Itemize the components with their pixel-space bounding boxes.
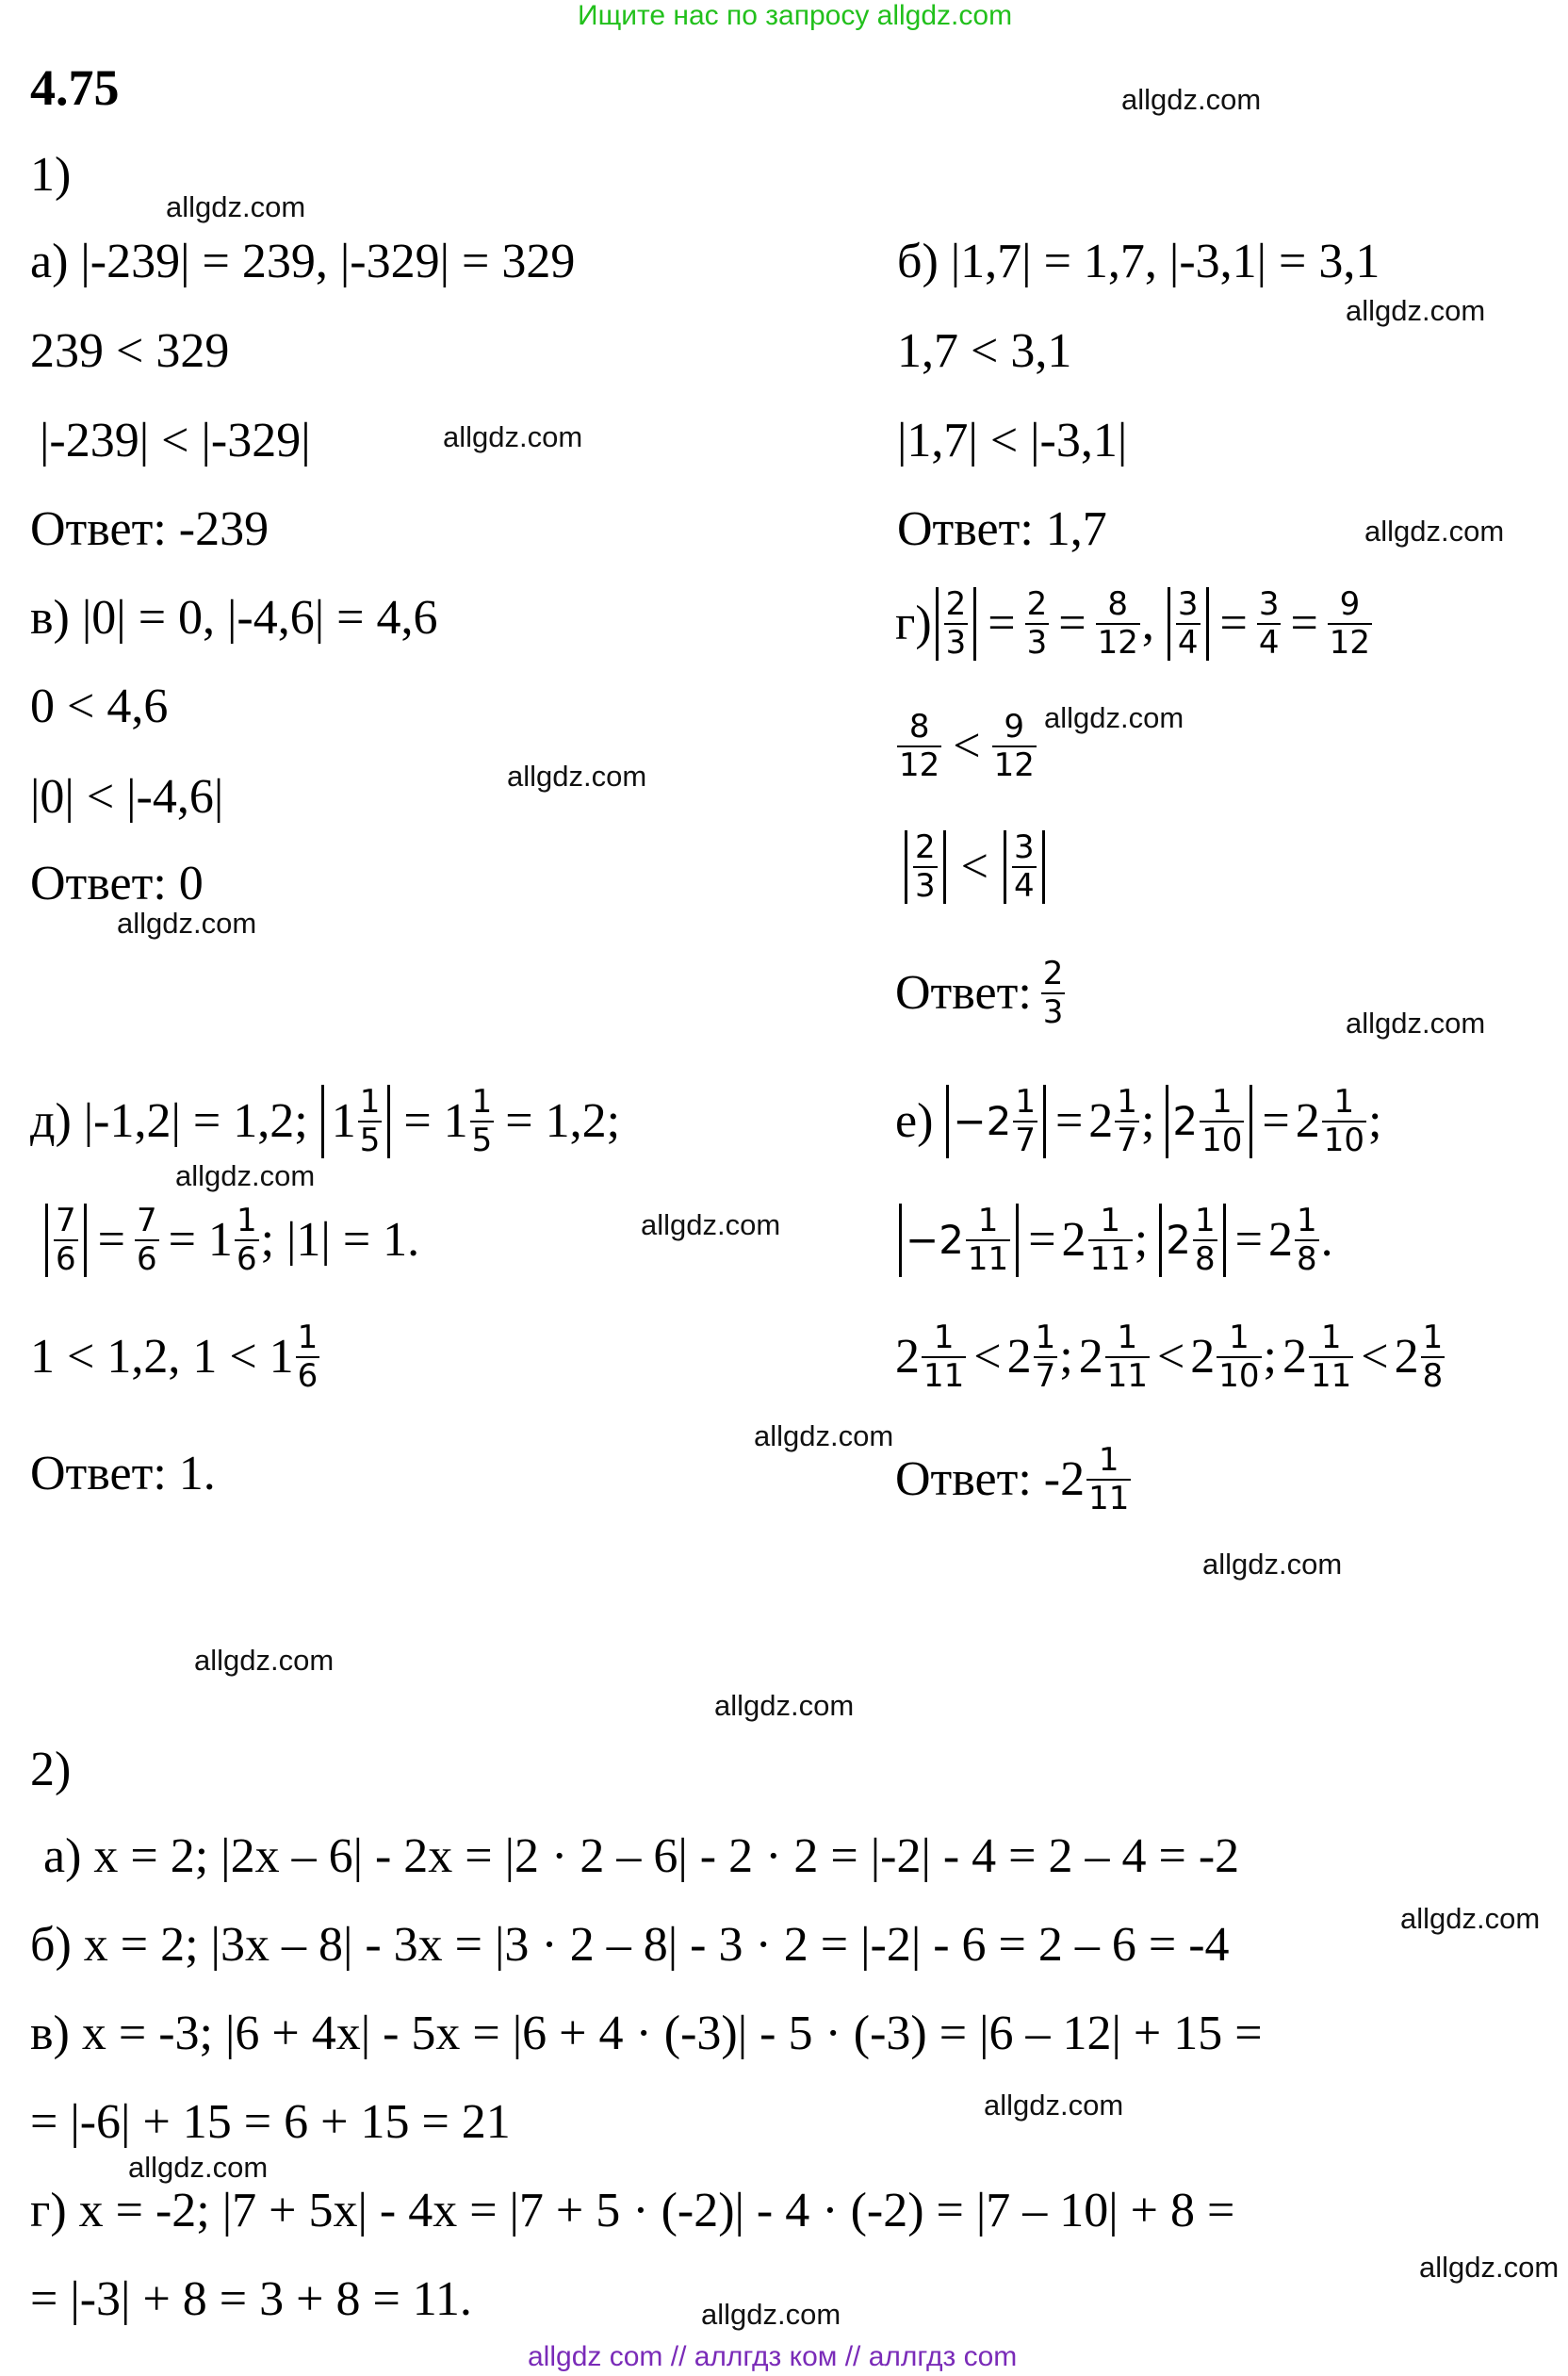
- part2-v-line1: в) x = -3; |6 + 4x| - 5x = |6 + 4 · (-3)| - 5 · (-3) = |6 – 12| + 15 =: [30, 2007, 1263, 2060]
- v-line3: |0| < |-4,6|: [30, 770, 224, 824]
- watermark: allgdz.com: [1419, 2251, 1560, 2284]
- g-line1: г) $\frac{2}{3}$ = $\frac{2}{3}$ = $\frac{8}{12}$ , $\frac{3}{4}$ = $\frac{3}{4}$ = $\frac{9}{12}$: [895, 585, 1371, 663]
- b-line3: |1,7| < |-3,1|: [897, 414, 1128, 467]
- g-line3: $\frac{2}{3}$ < $\frac{3}{4}$: [901, 829, 1049, 905]
- part2-a: а) x = 2; |2x – 6| - 2x = |2 · 2 – 6| - 2 · 2 = |-2| - 4 = 2 – 4 = -2: [43, 1829, 1240, 1883]
- top-banner[interactable]: Ищите нас по запросу allgdz.com: [578, 0, 1013, 31]
- a-answer: Ответ: -239: [30, 502, 270, 556]
- watermark: allgdz.com: [701, 2298, 841, 2331]
- watermark: allgdz.com: [175, 1159, 316, 1192]
- watermark: allgdz.com: [1346, 1007, 1486, 1040]
- watermark: allgdz.com: [166, 190, 306, 223]
- watermark: allgdz.com: [128, 2151, 269, 2184]
- watermark: allgdz.com: [443, 420, 583, 453]
- watermark: allgdz.com: [1364, 515, 1505, 548]
- part1-label: 1): [30, 148, 72, 202]
- watermark: allgdz.com: [194, 1644, 335, 1677]
- problem-number: 4.75: [30, 59, 120, 116]
- g-answer: Ответ: $\frac{2}{3}$: [895, 955, 1064, 1032]
- d-line3: 1 < 1,2, 1 < 1 $\frac{1}{6}$: [30, 1319, 318, 1396]
- b-answer: Ответ: 1,7: [897, 502, 1107, 556]
- part2-g-line2: = |-3| + 8 = 3 + 8 = 11.: [30, 2272, 472, 2326]
- a-line1: а) |-239| = 239, |-329| = 329: [30, 235, 576, 288]
- footer-banner[interactable]: allgdz com // аллгдз ком // аллгдз com: [528, 2341, 1018, 2372]
- e-line2: −2 $\frac{1}{11}$ = 2 $\frac{1}{11}$ ; 2 $\frac{1}{8}$ = 2 $\frac{1}{8}$ .: [895, 1203, 1333, 1278]
- v-line2: 0 < 4,6: [30, 680, 169, 733]
- b-line1: б) |1,7| = 1,7, |-3,1| = 3,1: [897, 235, 1380, 288]
- watermark: allgdz.com: [507, 760, 647, 793]
- d-line1: д) |-1,2| = 1,2; 1 $\frac{1}{5}$ = 1 $\frac{1}{5}$ = 1,2;: [30, 1083, 621, 1160]
- v-answer: Ответ: 0: [30, 857, 204, 910]
- part2-g-line1: г) x = -2; |7 + 5x| - 4x = |7 + 5 · (-2)| - 4 · (-2) = |7 – 10| + 8 =: [30, 2184, 1235, 2237]
- e-line3: 2 $\frac{1}{11}$ < 2 $\frac{1}{7}$ ; 2 $\frac{1}{11}$ < 2 $\frac{1}{10}$ ; 2 $\frac{1}{11}$ < 2 $\frac{1}{8}$: [895, 1319, 1444, 1396]
- part2-label: 2): [30, 1743, 72, 1796]
- g-line2: $\frac{8}{12}$ < $\frac{9}{12}$: [899, 708, 1035, 785]
- watermark: allgdz.com: [984, 2089, 1124, 2122]
- v-line1: в) |0| = 0, |-4,6| = 4,6: [30, 591, 438, 645]
- watermark: allgdz.com: [117, 907, 257, 940]
- watermark: allgdz.com: [1044, 701, 1184, 734]
- part2-b: б) x = 2; |3x – 8| - 3x = |3 · 2 – 8| - 3 · 2 = |-2| - 6 = 2 – 6 = -4: [30, 1918, 1230, 1972]
- watermark: allgdz.com: [1202, 1548, 1343, 1581]
- watermark: allgdz.com: [1400, 1902, 1541, 1935]
- watermark: allgdz.com: [1121, 83, 1262, 116]
- d-answer: Ответ: 1.: [30, 1447, 216, 1500]
- watermark: allgdz.com: [641, 1208, 781, 1241]
- d-line2: $\frac{7}{6}$ = $\frac{7}{6}$ = 1 $\frac{1}{6}$ ; |1| = 1.: [41, 1203, 419, 1278]
- a-line3: |-239| < |-329|: [40, 414, 311, 467]
- part2-v-line2: = |-6| + 15 = 6 + 15 = 21: [30, 2095, 511, 2149]
- e-line1: е) −2 $\frac{1}{7}$ = 2 $\frac{1}{7}$ ; 2 $\frac{1}{10}$ = 2 $\frac{1}{10}$ ;: [895, 1083, 1382, 1160]
- watermark: allgdz.com: [754, 1419, 894, 1452]
- a-line2: 239 < 329: [30, 324, 230, 378]
- e-answer: Ответ: -2 $\frac{1}{11}$: [895, 1441, 1130, 1518]
- b-line2: 1,7 < 3,1: [897, 324, 1072, 378]
- watermark: allgdz.com: [1346, 294, 1486, 327]
- watermark: allgdz.com: [714, 1689, 855, 1722]
